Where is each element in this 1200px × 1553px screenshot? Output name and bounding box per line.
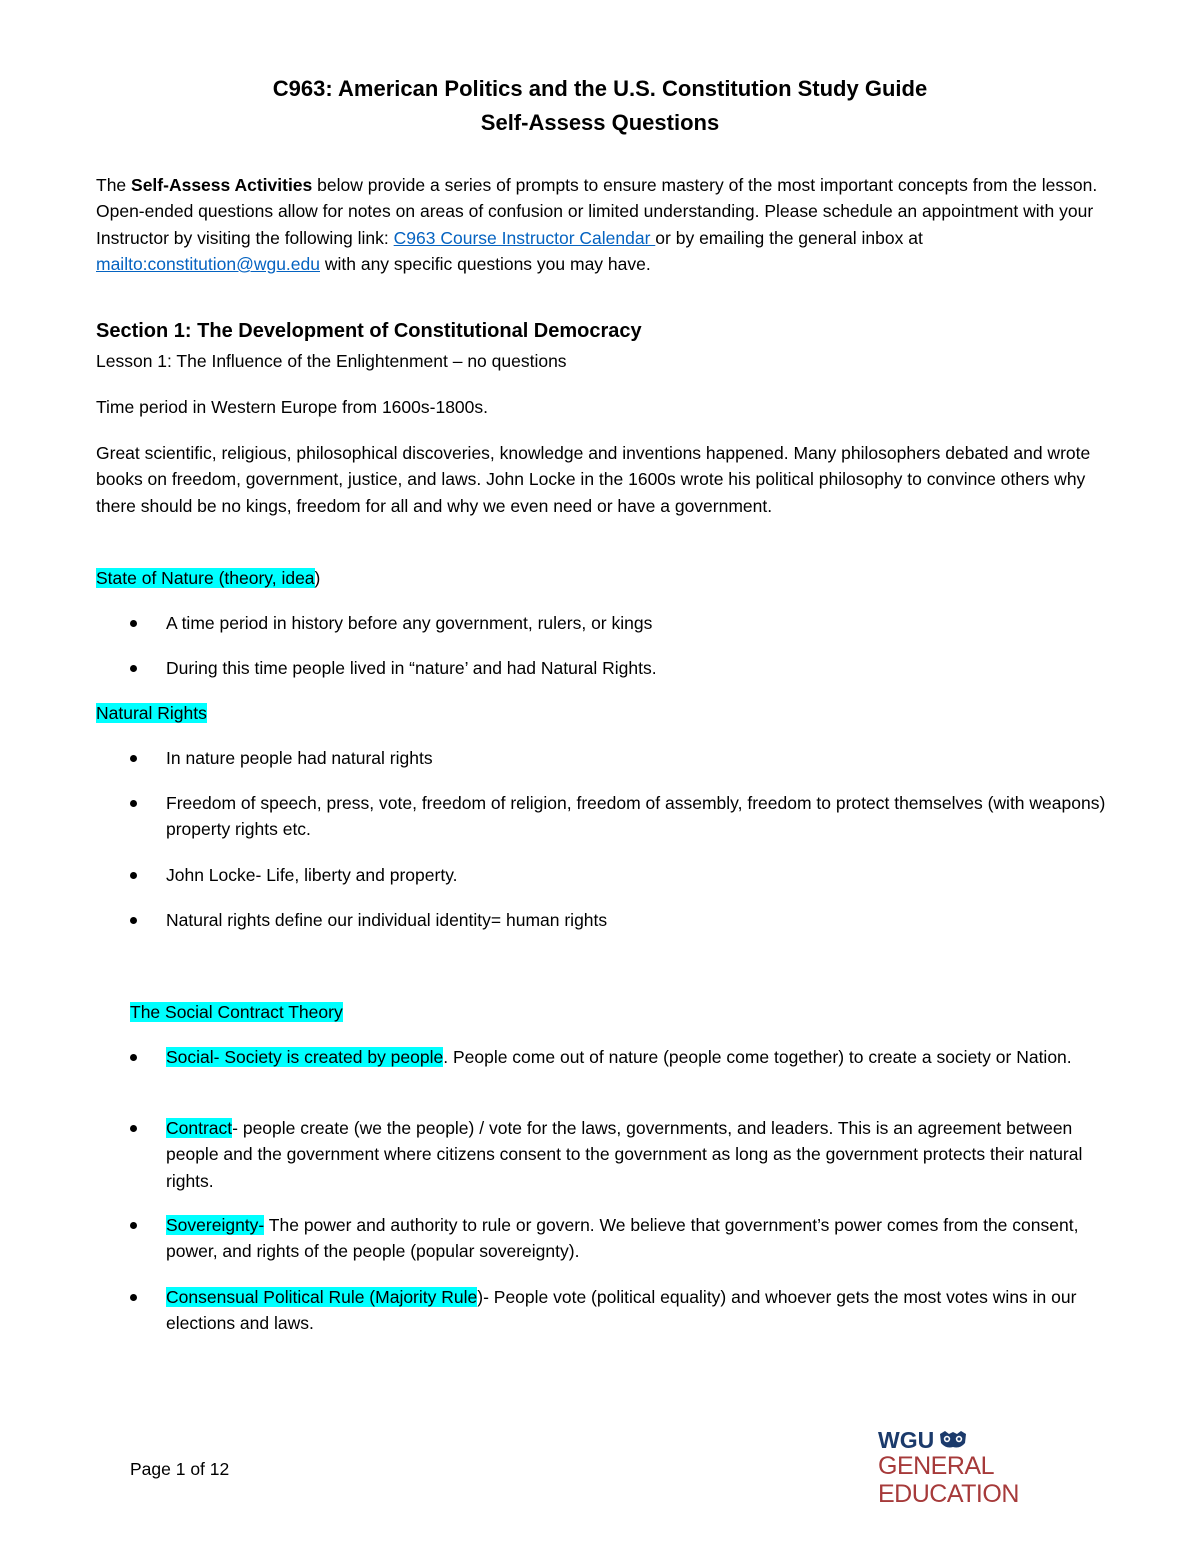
bullet-icon [130,1125,137,1132]
list-item-text: Freedom of speech, press, vote, freedom of religion, freedom of assembly, freedom to protect themselves (with weapons) property rights etc. [166,793,1106,840]
list-item-text [166,1212,1106,1265]
page-subtitle: Self-Assess Questions [480,110,720,135]
intro-text-4: with any specific questions you may have. [320,253,651,274]
intro-text-1: The [96,175,132,195]
term-highlight: Contract [166,1118,233,1138]
email-link[interactable]: mailto:constitution@wgu.edu [96,253,320,274]
intro-text-2: below provide a series of prompts to ensure mastery of the most important concepts from the lesson. Open-ended questions allow for notes on areas of confusion or limited understanding. Please schedule an appointment with your Instructor by visiting the following link: [96,175,1098,248]
page-title: C963: American Politics and the U.S. Constitution Study Guide [272,76,928,101]
bullet-icon [130,665,137,672]
bullet-icon [130,800,137,807]
bullet-icon [130,917,137,924]
lesson-line: Lesson 1: The Influence of the Enlightenment – no questions [96,351,567,371]
intro-text-3: or by emailing the general inbox at [655,227,923,248]
state-of-nature-highlight: State of Nature (theory, idea [96,568,315,588]
list-item-text: Natural rights define our individual identity= human rights [166,910,608,930]
social-contract-highlight: The Social Contract Theory [130,1002,343,1022]
bullet-icon [130,620,137,627]
intro-bold-term: Self-Assess Activities [131,175,313,195]
logo-top-row [878,1428,1108,1452]
list-item-text: John Locke- Life, liberty and property. [166,865,458,885]
bullet-icon [130,1222,137,1229]
section-title: Section 1: The Development of Constitutional Democracy [96,320,642,342]
time-period-text: Time period in Western Europe from 1600s-1800s. [96,397,488,417]
term-highlight: Social- Society is created by people [166,1047,444,1067]
logo-general-education: GENERAL EDUCATION [878,1452,1019,1508]
term-definition: The power and authority to rule or govern. We believe that government’s power comes from the consent, power, and rights of the people (popular sovereignty). [166,1215,1079,1262]
intro-paragraph [96,172,1106,277]
term-definition: - people create (we the people) / vote for the laws, governments, and leaders. This is an agreement between people and the government where citizens consent to the government as long as the government protects their natural rights. [166,1118,1083,1191]
term-highlight: Consensual Political Rule (Majority Rule [166,1287,478,1307]
bullet-icon [130,1294,137,1301]
bullet-icon [130,872,137,879]
list-item-text [166,1115,1106,1194]
list-item-text: During this time people lived in “nature’ and had Natural Rights. [166,658,657,678]
bullet-icon [130,1054,137,1061]
owl-icon [938,1430,968,1450]
list-item-text [166,1284,1106,1337]
instructor-calendar-link[interactable]: C963 Course Instructor Calendar [393,227,656,248]
term-highlight: Sovereignty- [166,1215,265,1235]
discoveries-paragraph: Great scientific, religious, philosophical discoveries, knowledge and inventions happened. Many philosophers debated and wrote books on freedom, government, justice, and laws. John Locke in the 1600s wrote his political philosophy to convince others why there should be no kings, freedom for all and why we even need or have a government. [96,443,1091,516]
list-item-text: In nature people had natural rights [166,748,433,768]
logo-wgu-text: WGU [878,1427,935,1453]
wgu-logo [878,1428,1108,1508]
bullet-icon [130,755,137,762]
list-item-text: A time period in history before any government, rulers, or kings [166,613,653,633]
natural-rights-highlight: Natural Rights [96,703,207,723]
state-of-nature-heading [96,565,1106,591]
term-definition: . People come out of nature (people come together) to create a society or Nation. [443,1047,1072,1067]
social-contract-heading [130,999,1140,1025]
page-number: Page 1 of 12 [130,1459,230,1479]
state-of-nature-heading-rest: ) [314,568,321,588]
list-item-text [166,1044,1106,1070]
term-definition: )- People vote (political equality) and whoever gets the most votes wins in our elections and laws. [166,1287,1077,1334]
natural-rights-heading [96,700,1106,726]
